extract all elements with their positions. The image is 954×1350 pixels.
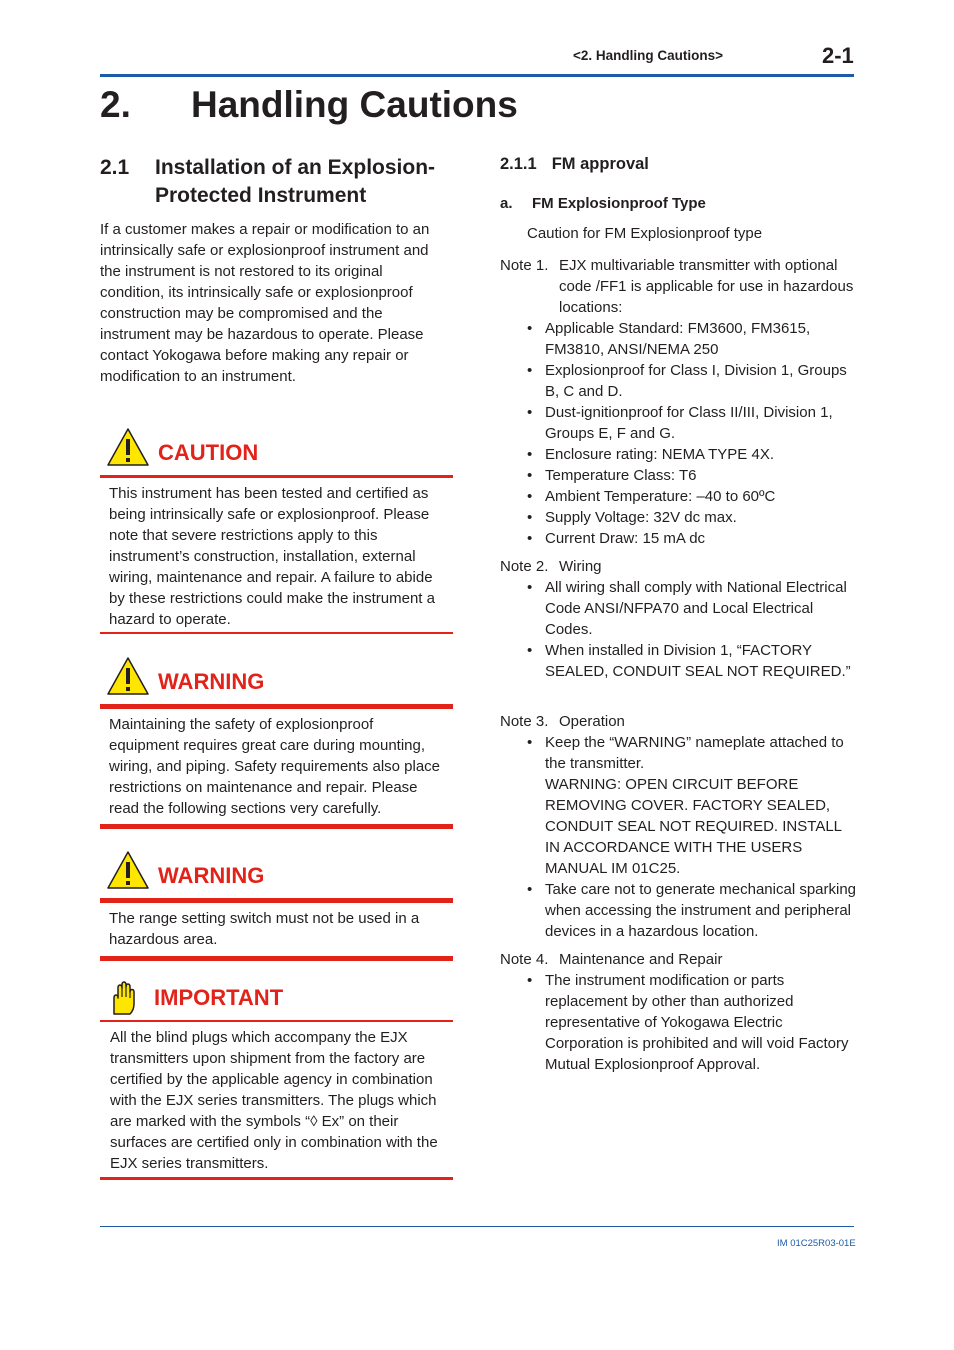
- page-number: 2-1: [822, 43, 854, 68]
- list-item: • Enclosure rating: NEMA TYPE 4X.: [527, 446, 774, 463]
- notice-rule-bottom: [100, 1177, 453, 1180]
- item-a-title: [500, 195, 706, 212]
- chapter-title: [100, 84, 518, 126]
- notice-rule-bottom: [100, 956, 453, 961]
- warning-notice-1: [100, 656, 453, 829]
- note-title: Operation: [559, 713, 625, 730]
- list-item: • Explosionproof for Class I, Division 1, Groups B, C and D.: [527, 362, 847, 400]
- raised-hand-icon: [108, 980, 138, 1016]
- footer-rule: [100, 1226, 854, 1227]
- subsection-number: 2.1.1: [500, 155, 537, 173]
- item-a-caution: Caution for FM Explosionproof type: [527, 225, 763, 242]
- subsection-title: [500, 155, 649, 174]
- notice-rule-bottom: [100, 824, 453, 829]
- bullet-glyph: •: [527, 446, 533, 463]
- note-title: Maintenance and Repair: [559, 951, 723, 968]
- caution-notice: [100, 427, 453, 634]
- bullet-glyph: •: [527, 488, 533, 505]
- note-title: Wiring: [559, 558, 602, 575]
- warning-label: WARNING: [158, 863, 265, 888]
- header-rule: [100, 74, 854, 77]
- bullet-glyph: •: [527, 509, 533, 526]
- bullet-glyph: •: [527, 734, 533, 751]
- bullet-glyph: •: [527, 404, 533, 421]
- bullet-glyph: •: [527, 362, 533, 379]
- caution-label: CAUTION: [158, 440, 259, 465]
- note-label: Note 1.: [500, 257, 549, 274]
- warning-notice-2: [100, 850, 453, 961]
- warning-text: Maintaining the safety of explosionproof equipment requires great care during mounting, wiring, and piping. Safety requirements also place restrictions on maintenance and repair. Please read the following sections very carefully.: [109, 716, 441, 817]
- important-label: IMPORTANT: [154, 985, 284, 1010]
- nameplate-warning-text: WARNING: OPEN CIRCUIT BEFORE REMOVING COVER. FACTORY SEALED, CONDUIT SEAL NOT REQUIRED. INSTALL IN ACCORDANCE WITH THE USERS MANUAL IM 01C25.: [545, 776, 842, 877]
- caution-text: This instrument has been tested and certified as being intrinsically safe or explosionproof. Please note that severe restrictions apply to this instrument’s construction, installation, external wiring, maintenance and repair. A failure to abide by these restrictions could make the instrument a hazard to operate.: [109, 485, 435, 628]
- warning-triangle-icon: [106, 850, 150, 890]
- note-2: [500, 556, 860, 682]
- warning-triangle-icon: [106, 656, 150, 696]
- section-title-text: Installation of an Explosion-Protected Instrument: [155, 156, 436, 207]
- note-label: Note 3.: [500, 713, 549, 730]
- item-a-title-text: FM Explosionproof Type: [532, 195, 706, 212]
- note-3: [500, 711, 860, 942]
- intro-paragraph: If a customer makes a repair or modification to an intrinsically safe or explosionproof instrument and the instrument is not restored to its original condition, its intrinsically safe or explosionproof construction may be compromised and the instrument may be hazardous to operate. Please contact Yokogawa before making any repair or modification to an instrument.: [100, 221, 430, 385]
- chapter-number: 2.: [100, 84, 131, 125]
- caution-triangle-icon: [106, 427, 150, 467]
- note-label: Note 4.: [500, 951, 549, 968]
- subsection-title-text: FM approval: [551, 155, 649, 173]
- list-item: • All wiring shall comply with National Electrical Code ANSI/NFPA70 and Local Electrical Codes.: [527, 579, 847, 638]
- warning-label: WARNING: [158, 669, 265, 694]
- list-item: • Supply Voltage: 32V dc max.: [527, 509, 737, 526]
- list-item: • When installed in Division 1, “FACTORY SEALED, CONDUIT SEAL NOT REQUIRED.”: [527, 642, 851, 680]
- list-item: • Dust-ignitionproof for Class II/III, Division 1, Groups E, F and G.: [527, 404, 833, 442]
- note-1: [500, 255, 860, 549]
- note-label: Note 2.: [500, 558, 549, 575]
- document-id: IM 01C25R03-01E: [777, 1238, 856, 1249]
- list-item: • Applicable Standard: FM3600, FM3615, FM3810, ANSI/NEMA 250: [527, 320, 811, 358]
- bullet-glyph: •: [527, 467, 533, 484]
- item-a-letter: a.: [500, 195, 513, 212]
- bullet-glyph: •: [527, 579, 533, 596]
- warning-text: The range setting switch must not be used in a hazardous area.: [109, 910, 420, 948]
- bullet-glyph: •: [527, 881, 533, 898]
- list-item: • Ambient Temperature: –40 to 60ºC: [527, 488, 776, 505]
- section-number: 2.1: [100, 156, 130, 179]
- chapter-title-text: Handling Cautions: [191, 84, 518, 125]
- note-4: [500, 949, 860, 1075]
- running-header: <2. Handling Cautions>: [573, 48, 724, 63]
- bullet-glyph: •: [527, 320, 533, 337]
- list-item: • Keep the “WARNING” nameplate attached to the transmitter.: [527, 734, 844, 772]
- important-text: All the blind plugs which accompany the EJX transmitters upon shipment from the factory are certified by the applicable agency in combination with the EJX series transmitters. The plugs which are marked with the symbols “◊ Ex” on their surfaces are certified only in combination with the EJX series transmitters.: [110, 1029, 438, 1172]
- list-item: • Temperature Class: T6: [527, 467, 697, 484]
- notice-rule-bottom: [100, 632, 453, 634]
- bullet-glyph: •: [527, 642, 533, 659]
- note-title: EJX multivariable transmitter with optional code /FF1 is applicable for use in hazardous locations:: [559, 257, 854, 316]
- list-item: • Take care not to generate mechanical sparking when accessing the instrument and peripheral devices in a hazardous location.: [527, 881, 857, 940]
- list-item: • Current Draw: 15 mA dc: [527, 530, 706, 547]
- list-item: • The instrument modification or parts replacement by other than authorized representative of Yokogawa Electric Corporation is prohibited and will void Factory Mutual Explosionproof Approval.: [527, 972, 849, 1073]
- bullet-glyph: •: [527, 972, 533, 989]
- bullet-glyph: •: [527, 530, 533, 547]
- important-notice: [100, 976, 453, 1180]
